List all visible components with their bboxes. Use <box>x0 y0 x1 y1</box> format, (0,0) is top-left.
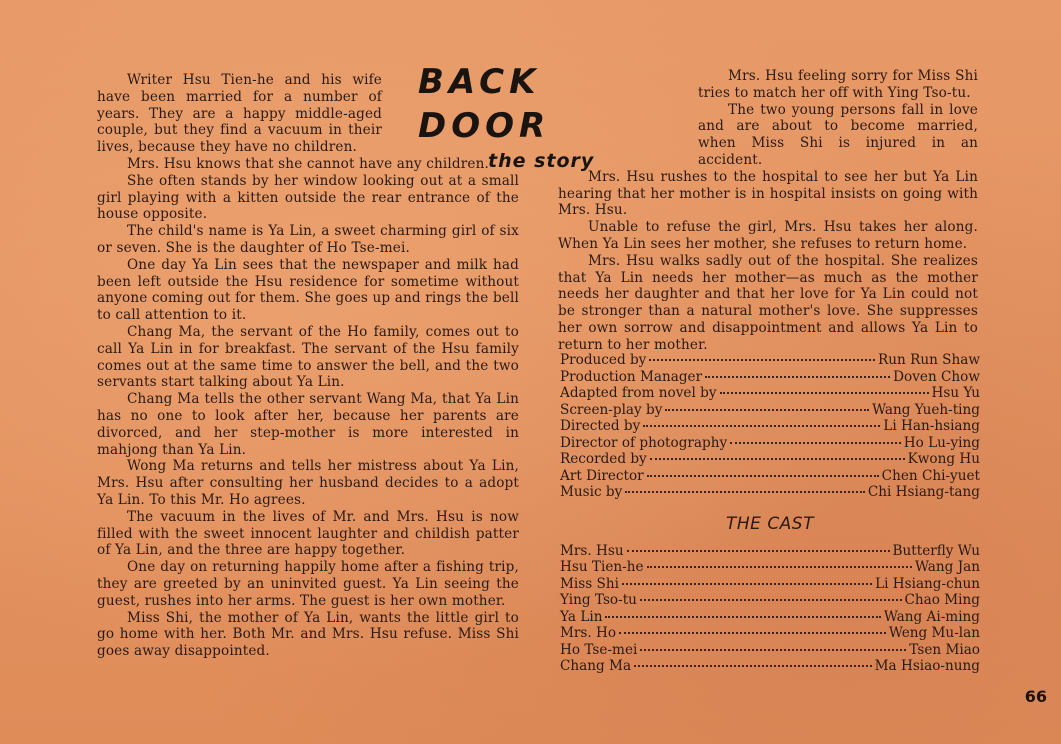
cast-row <box>560 592 980 609</box>
credits-section <box>560 352 980 675</box>
dot-leader <box>634 665 872 667</box>
credit-name: Wang Yueh-ting <box>872 401 980 418</box>
dot-leader <box>647 566 913 568</box>
dot-leader <box>640 649 906 651</box>
dot-leader <box>627 550 890 552</box>
credit-name: Kwong Hu <box>907 451 980 467</box>
dot-leader <box>625 491 864 493</box>
cast-row <box>560 576 980 593</box>
credit-role: Directed by <box>560 418 641 434</box>
story-paragraph: Mrs. Hsu walks sadly out of the hospital. She realizes that Ya Lin needs her mother—as much as the mother needs her daughter and that her love for Ya Lin could not be stronger than a natural mother's love. She suppresses her own sorrow and disappointment and allows Ya Lin to return to her mother. <box>558 252 978 353</box>
page-number: 66 <box>1024 687 1047 706</box>
credit-role: Music by <box>560 484 623 500</box>
credit-name: Chi Hsiang-tang <box>867 484 980 500</box>
story-paragraph: The vacuum in the lives of Mr. and Mrs. Hsu is now filled with the sweet innocent laughter and childish patter of Ya Lin, and the three are happy together. <box>97 508 519 559</box>
credit-role: Recorded by <box>560 451 647 467</box>
dot-leader <box>619 632 886 634</box>
story-paragraph: She often stands by her window looking out at a small girl playing with a kitten outside the rear entrance of the house opposite. <box>97 172 519 223</box>
credit-name: Li Han-hsiang <box>883 418 980 434</box>
story-paragraph: One day Ya Lin sees that the newspaper and milk had been left outside the Hsu residence for sometime without anyone coming out for them. She goes up and rings the bell to call attention to it. <box>97 256 519 324</box>
cast-role: Mrs. Hsu <box>560 542 624 559</box>
story-intro <box>97 72 382 156</box>
cast-row <box>560 559 980 576</box>
cast-name: Ma Hsiao-nung <box>874 658 980 674</box>
cast-name: Weng Mu-lan <box>888 625 980 641</box>
credit-role: Screen-play by <box>560 401 663 418</box>
dot-leader <box>730 442 901 444</box>
cast-row <box>560 543 980 560</box>
dot-leader <box>640 599 902 601</box>
cast-name: Tsen Miao <box>909 641 980 658</box>
cast-name: Butterfly Wu <box>892 542 980 559</box>
story-paragraph: Unable to refuse the girl, Mrs. Hsu takes her along. When Ya Lin sees her mother, she refuses to return home. <box>558 219 978 252</box>
credit-row <box>560 402 980 419</box>
cast-row <box>560 658 980 675</box>
cast-name: Chao Ming <box>904 592 980 608</box>
dot-leader <box>643 425 880 427</box>
story-paragraph: The child's name is Ya Lin, a sweet charming girl of six or seven. She is the daughter of Ho Tse-mei. <box>97 223 519 256</box>
story-paragraph: Writer Hsu Tien-he and his wife have been married for a number of years. They are a happy middle-aged couple, but they find a vacuum in their lives, because they have no children. <box>97 72 382 156</box>
credit-row <box>560 369 980 386</box>
story-right-column <box>558 68 978 354</box>
dot-leader <box>622 583 872 585</box>
story-paragraph: Chang Ma, the servant of the Ho family, comes out to call Ya Lin in for breakfast. The servant of the Hsu family comes out at the same time to answer the bell, and the two servants start talking about Ya Lin. <box>97 323 519 391</box>
cast-role: Miss Shi <box>560 575 619 592</box>
dot-leader <box>649 359 875 361</box>
credit-name: Chen Chi-yuet <box>881 467 980 484</box>
credit-name: Run Run Shaw <box>878 352 980 368</box>
story-right-intro <box>698 68 978 169</box>
credit-name: Ho Lu-ying <box>903 434 980 451</box>
dot-leader <box>647 475 879 477</box>
page-subtitle: the story <box>488 150 595 172</box>
story-paragraph: Miss Shi, the mother of Ya Lin, wants the little girl to go home with her. Both Mr. and Mrs. Hsu refuse. Miss Shi goes away disappointed. <box>97 609 519 660</box>
dot-leader <box>720 392 929 394</box>
credit-row <box>560 418 980 435</box>
credit-name: Hsu Yu <box>931 385 980 401</box>
dot-leader <box>605 616 880 618</box>
credit-role: Adapted from novel by <box>560 385 717 401</box>
cast-row <box>560 625 980 642</box>
story-paragraph: Mrs. Hsu knows that she cannot have any children. <box>127 155 489 172</box>
dot-leader <box>665 409 869 411</box>
dot-leader <box>705 376 890 378</box>
cast-name: Li Hsiang-chun <box>875 575 980 592</box>
cast-name: Wang Ai-ming <box>883 608 980 625</box>
credit-row <box>560 484 980 501</box>
cast-role: Ho Tse-mei <box>560 641 638 658</box>
credit-name: Doven Chow <box>893 368 980 385</box>
credit-role: Production Manager <box>560 368 703 385</box>
credit-row <box>560 352 980 369</box>
credit-role: Produced by <box>560 352 647 368</box>
story-paragraph: One day on returning happily home after a fishing trip, they are greeted by an uninvited guest. Ya Lin seeing the guest, rushes into her arms. The guest is her own mother. <box>97 559 519 609</box>
story-paragraph: Mrs. Hsu rushes to the hospital to see her but Ya Lin hearing that her mother is in hospital insists on going with Mrs. Hsu. <box>558 168 978 219</box>
story-paragraph: The two young persons fall in love and are about to become married, when Miss Shi is injured in an accident. <box>698 101 978 168</box>
credit-row <box>560 451 980 468</box>
credit-row <box>560 468 980 485</box>
cast-row <box>560 609 980 626</box>
cast-row <box>560 642 980 659</box>
cast-role: Ying Tso-tu <box>560 592 637 608</box>
dot-leader <box>650 458 905 460</box>
cast-role: Chang Ma <box>560 658 632 674</box>
cast-role: Mrs. Ho <box>560 625 617 641</box>
cast-role: Hsu Tien-he <box>560 559 644 575</box>
credit-role: Director of photography <box>560 434 728 451</box>
cast-heading: THE CAST <box>726 513 814 534</box>
credit-row <box>560 435 980 452</box>
cast-role: Ya Lin <box>560 608 603 625</box>
story-paragraph: Chang Ma tells the other servant Wang Ma, that Ya Lin has no one to look after her, because her parents are divorced, and her step-mother is more interested in mahjong than Ya Lin. <box>97 391 519 458</box>
credit-row <box>560 385 980 402</box>
story-paragraph: Mrs. Hsu feeling sorry for Miss Shi tries to match her off with Ying Tso-tu. <box>698 68 978 101</box>
page-title: BACK DOOR <box>418 62 551 146</box>
credit-role: Art Director <box>560 467 644 484</box>
story-paragraph: Wong Ma returns and tells her mistress about Ya Lin, Mrs. Hsu after consulting her husband decides to a adopt Ya Lin. To this Mr. Ho agrees. <box>97 458 519 508</box>
cast-name: Wang Jan <box>915 559 980 575</box>
